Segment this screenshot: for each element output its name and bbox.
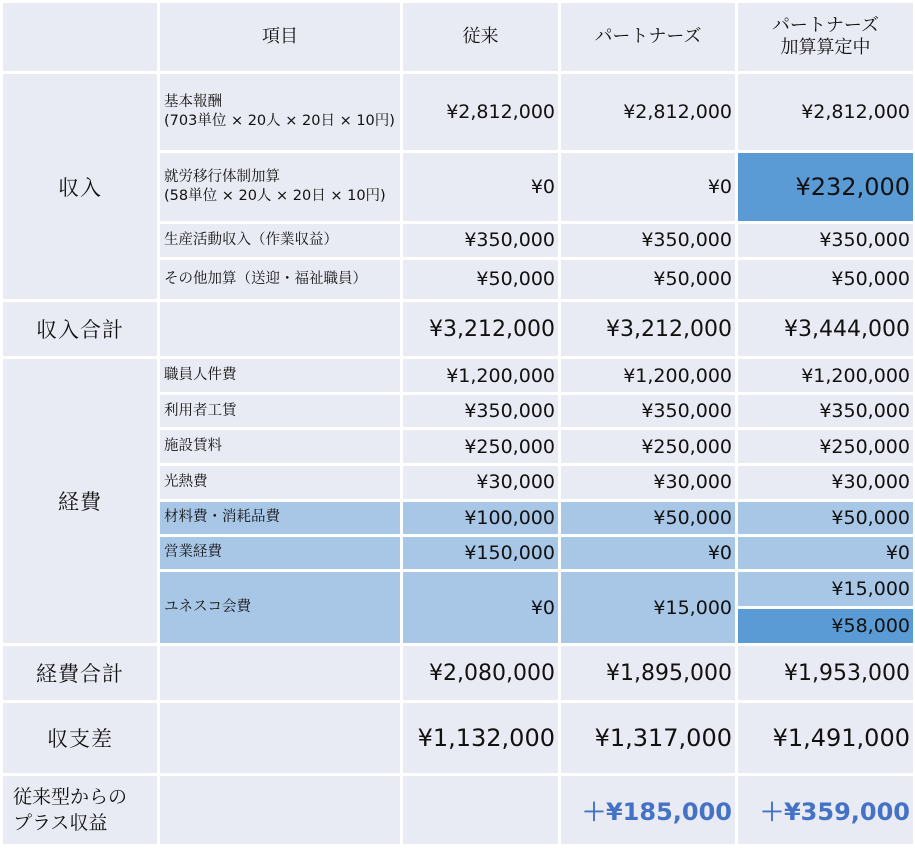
value-cell: ¥1,200,000 xyxy=(402,358,560,394)
empty-cell xyxy=(159,301,402,358)
item-label: 利用者工賃 xyxy=(159,394,402,429)
value-cell: ¥100,000 xyxy=(402,500,560,535)
header-col3-line1: パートナーズ xyxy=(771,15,880,37)
balance-row xyxy=(2,702,915,774)
value-cell: ¥30,000 xyxy=(560,464,737,500)
table-row xyxy=(2,358,915,394)
value-cell: ¥350,000 xyxy=(560,222,737,258)
value-cell: ¥1,200,000 xyxy=(737,358,915,394)
value-cell: ¥1,317,000 xyxy=(560,702,737,774)
header-col2: パートナーズ xyxy=(560,2,737,73)
expense-total-label: 経費合計 xyxy=(2,645,159,702)
value-cell: ¥50,000 xyxy=(737,500,915,535)
value-cell: ¥1,200,000 xyxy=(560,358,737,394)
empty-cell xyxy=(159,702,402,774)
category-expenses: 経費 xyxy=(2,358,159,645)
item-label xyxy=(159,73,402,151)
header-col3-line2: 加算算定中 xyxy=(780,37,871,59)
item-label-line2: (58単位 × 20人 × 20日 × 10円) xyxy=(164,187,386,204)
value-cell: ¥350,000 xyxy=(402,222,560,258)
plus-profit-value: ＋¥185,000 xyxy=(560,774,737,845)
value-cell: ¥0 xyxy=(560,151,737,222)
value-cell: ¥0 xyxy=(402,570,560,644)
header-col3 xyxy=(737,2,915,73)
value-cell: ¥3,212,000 xyxy=(402,301,560,358)
value-cell: ¥250,000 xyxy=(402,429,560,464)
value-cell: ¥350,000 xyxy=(737,222,915,258)
empty-cell xyxy=(402,774,560,845)
item-label: ユネスコ会費 xyxy=(159,570,402,644)
value-cell: ¥3,444,000 xyxy=(737,301,915,358)
value-cell: ¥1,895,000 xyxy=(560,645,737,702)
item-label: 生産活動収入（作業収益） xyxy=(159,222,402,258)
value-cell: ¥2,812,000 xyxy=(402,73,560,151)
balance-label: 収支差 xyxy=(2,702,159,774)
value-cell: ¥1,491,000 xyxy=(737,702,915,774)
expense-total-row xyxy=(2,645,915,702)
empty-cell xyxy=(159,645,402,702)
plus-profit-label xyxy=(2,774,159,845)
value-cell: ¥2,080,000 xyxy=(402,645,560,702)
item-label xyxy=(159,151,402,222)
value-cell: ¥30,000 xyxy=(737,464,915,500)
value-cell: ¥3,212,000 xyxy=(560,301,737,358)
item-label-line2: (703単位 × 20人 × 20日 × 10円) xyxy=(164,112,395,129)
value-cell: ¥1,132,000 xyxy=(402,702,560,774)
value-cell: ¥15,000 xyxy=(737,570,915,607)
item-label: 光熱費 xyxy=(159,464,402,500)
income-total-label: 収入合計 xyxy=(2,301,159,358)
value-cell: ¥30,000 xyxy=(402,464,560,500)
value-cell: ¥50,000 xyxy=(560,500,737,535)
value-cell-emphasis: ¥232,000 xyxy=(737,151,915,222)
corner-cell xyxy=(2,2,159,73)
value-cell: ¥350,000 xyxy=(737,394,915,429)
value-cell: ¥50,000 xyxy=(560,258,737,300)
value-cell: ¥350,000 xyxy=(560,394,737,429)
value-cell: ¥250,000 xyxy=(737,429,915,464)
income-total-row xyxy=(2,301,915,358)
item-label: 職員人件費 xyxy=(159,358,402,394)
plus-profit-label-line1: 従来型からの xyxy=(13,785,128,808)
table-row xyxy=(2,73,915,151)
item-label: 営業経費 xyxy=(159,535,402,570)
empty-cell xyxy=(159,774,402,845)
item-label: 施設賃料 xyxy=(159,429,402,464)
plus-profit-value: ＋¥359,000 xyxy=(737,774,915,845)
value-cell: ¥15,000 xyxy=(560,570,737,644)
item-label: 材料費・消耗品費 xyxy=(159,500,402,535)
header-item: 項目 xyxy=(159,2,402,73)
item-label-line1: 基本報酬 xyxy=(164,93,222,110)
value-cell: ¥350,000 xyxy=(402,394,560,429)
value-cell: ¥1,953,000 xyxy=(737,645,915,702)
item-label: その他加算（送迎・福祉職員） xyxy=(159,258,402,300)
plus-profit-label-line2: プラス収益 xyxy=(13,811,108,834)
value-cell: ¥2,812,000 xyxy=(560,73,737,151)
value-cell: ¥0 xyxy=(402,151,560,222)
header-row xyxy=(2,2,915,73)
category-income: 収入 xyxy=(2,73,159,301)
plus-profit-row xyxy=(2,774,915,845)
value-cell: ¥50,000 xyxy=(737,258,915,300)
value-cell: ¥0 xyxy=(737,535,915,570)
value-cell: ¥2,812,000 xyxy=(737,73,915,151)
item-label-line1: 就労移行体制加算 xyxy=(164,168,280,185)
value-cell: ¥150,000 xyxy=(402,535,560,570)
value-cell: ¥0 xyxy=(560,535,737,570)
value-cell: ¥50,000 xyxy=(402,258,560,300)
header-col1: 従来 xyxy=(402,2,560,73)
value-cell: ¥250,000 xyxy=(560,429,737,464)
value-cell-emphasis: ¥58,000 xyxy=(737,608,915,645)
